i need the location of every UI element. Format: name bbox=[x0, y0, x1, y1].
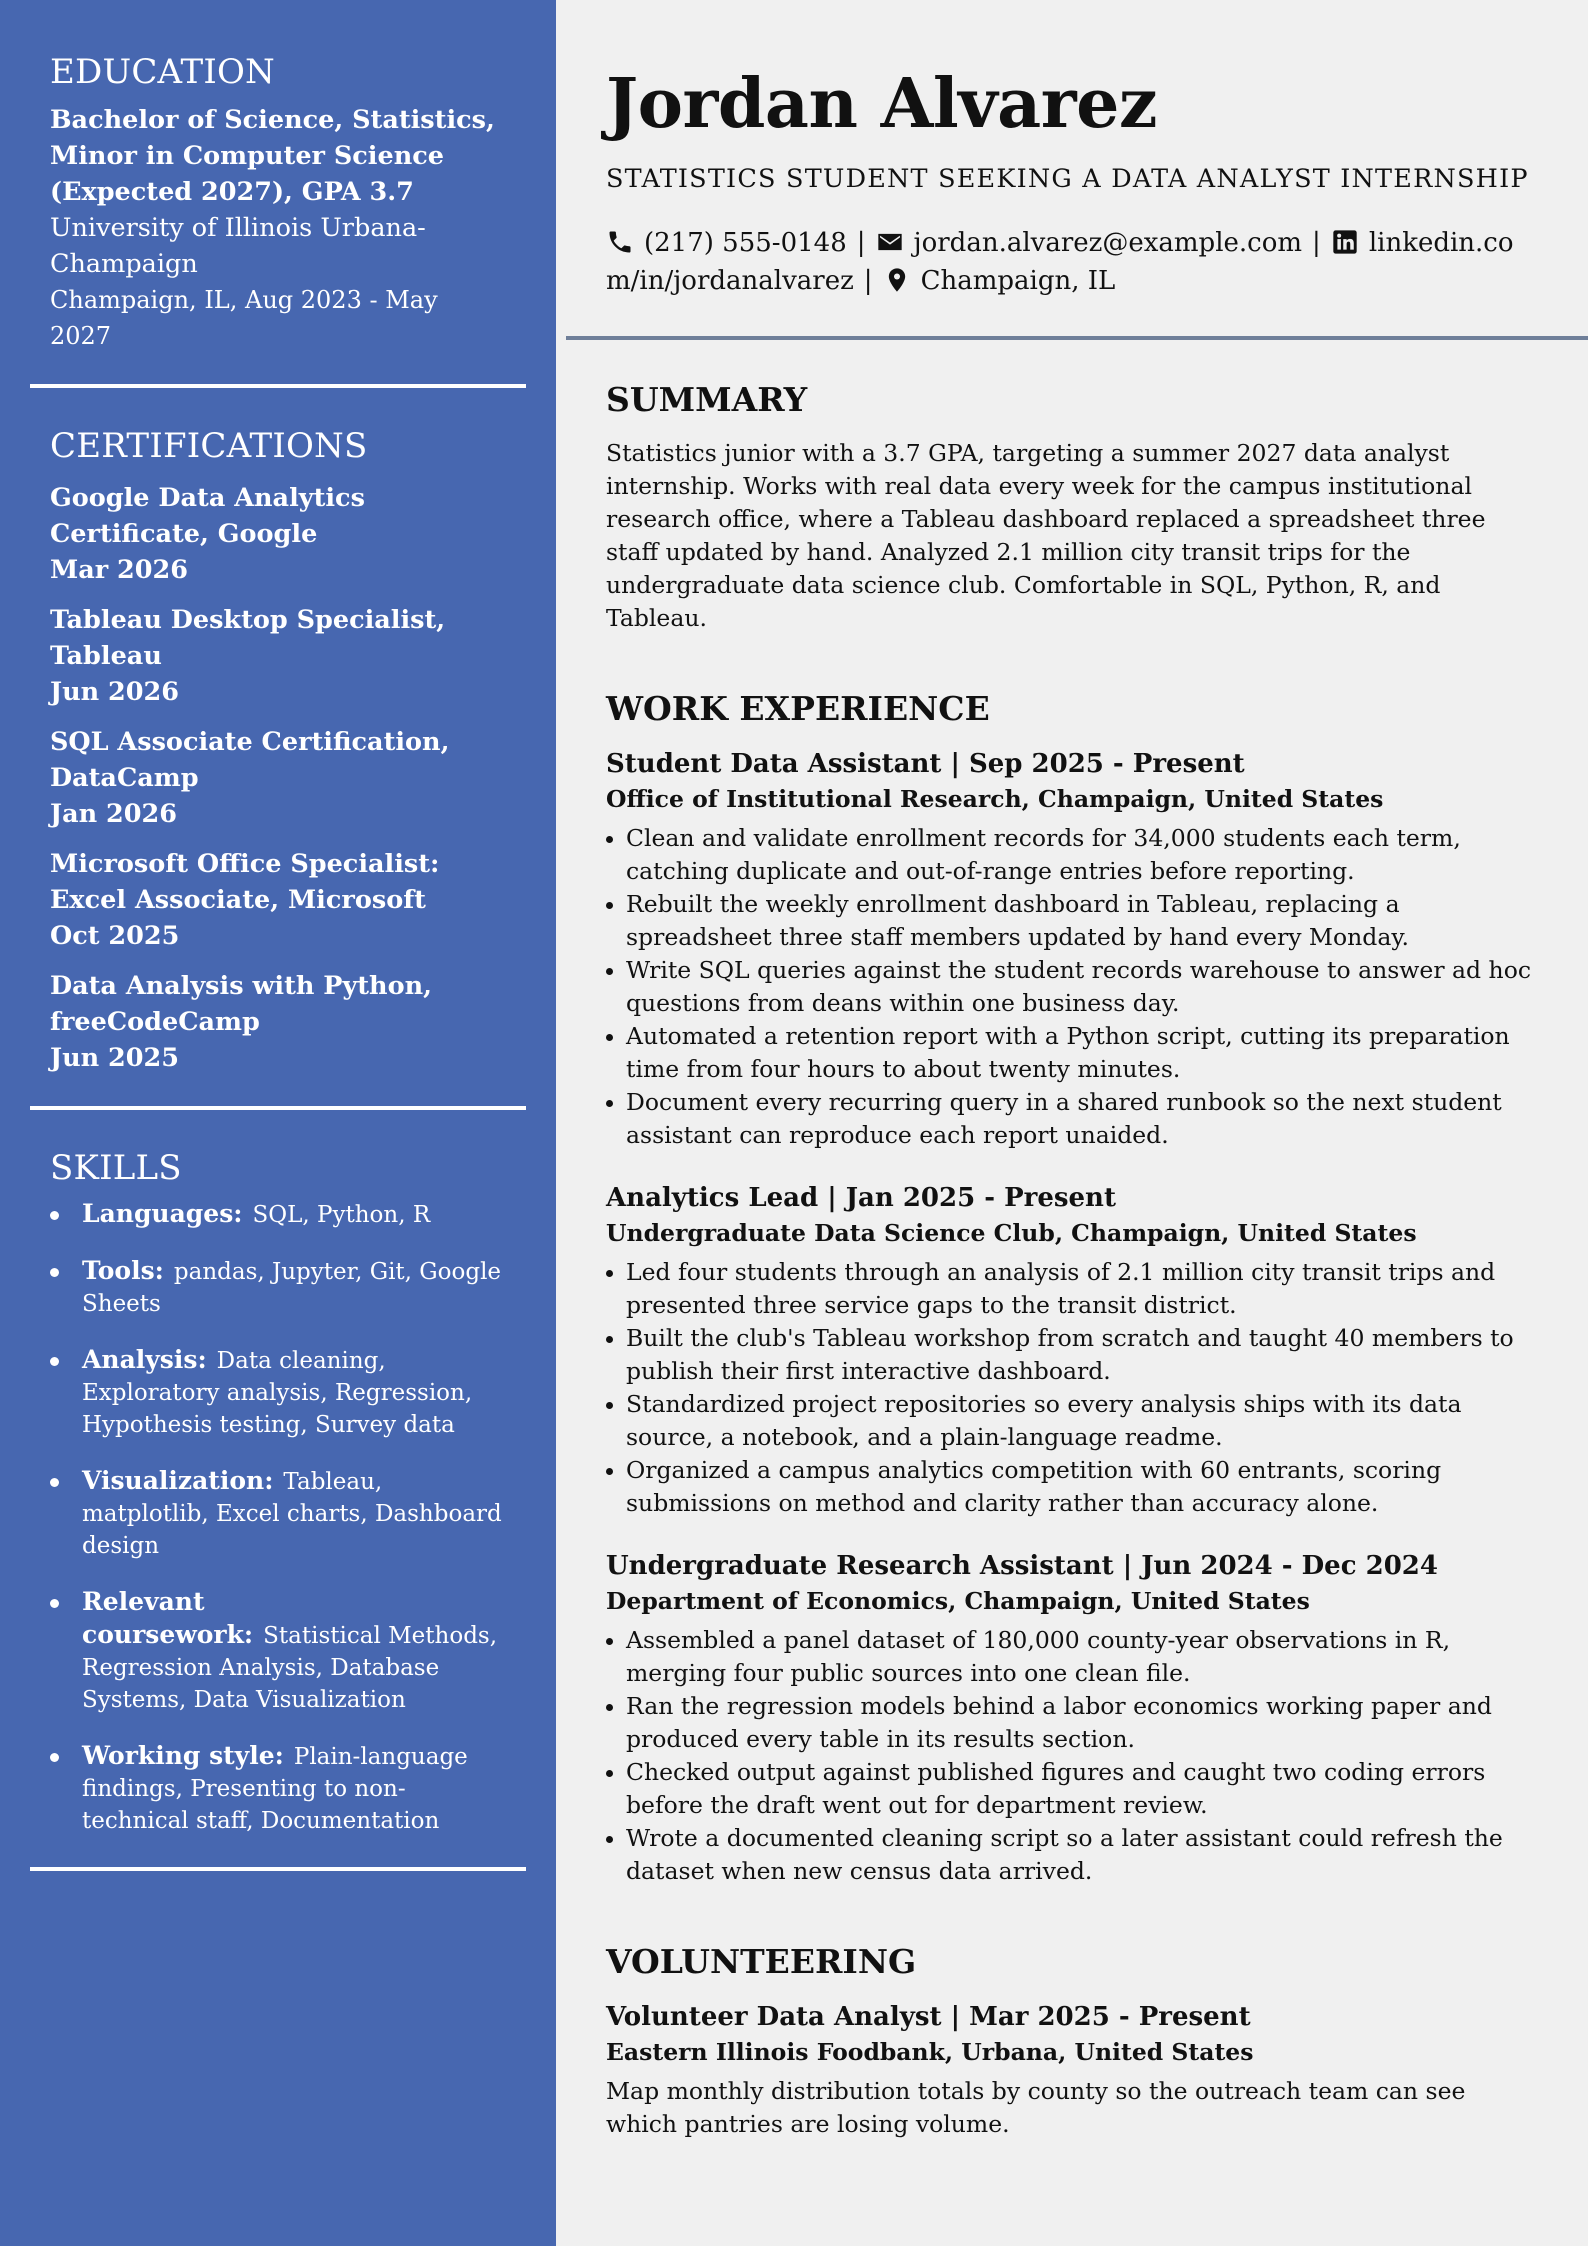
certification-date: Jun 2026 bbox=[50, 677, 179, 707]
job-bullet: Write SQL queries against the student records warehouse to answer ad hoc questions from deans within one business day. bbox=[606, 954, 1538, 1020]
linkedin-icon bbox=[1331, 228, 1359, 256]
header bbox=[586, 62, 1558, 300]
education-degree: Bachelor of Science, Statistics, Minor in Computer Science (Expected 2027), GPA 3.7 bbox=[50, 105, 495, 207]
job-bullet: Built the club's Tableau workshop from scratch and taught 40 members to publish their first interactive dashboard. bbox=[606, 1322, 1538, 1388]
certification-name: Microsoft Office Specialist: Excel Associate, Microsoft bbox=[50, 849, 440, 915]
certification-name: Data Analysis with Python, freeCodeCamp bbox=[50, 971, 433, 1037]
job-bullet: Rebuilt the weekly enrollment dashboard in Tableau, replacing a spreadsheet three staff members updated by hand every Monday. bbox=[606, 888, 1538, 954]
job-title: Student Data Assistant | Sep 2025 - Present bbox=[606, 749, 1245, 779]
summary-heading: SUMMARY bbox=[606, 380, 808, 419]
sidebar bbox=[0, 0, 556, 2246]
volunteer-description: Map monthly distribution totals by county so the outreach team can see which pantries are losing volume. bbox=[606, 2077, 1466, 2138]
job-bullet: Standardized project repositories so every analysis ships with its data source, a notebook, and a plain-language readme. bbox=[606, 1388, 1538, 1454]
job-bullet: Automated a retention report with a Python script, cutting its preparation time from four hours to about twenty minutes. bbox=[606, 1020, 1538, 1086]
contact-separator: | bbox=[863, 266, 873, 296]
job-bullets bbox=[606, 1624, 1538, 1888]
candidate-name: Jordan Alvarez bbox=[606, 64, 1157, 144]
contact-email[interactable]: jordan.alvarez@example.com bbox=[913, 228, 1303, 258]
header-divider bbox=[566, 336, 1588, 340]
skill-value: pandas, Jupyter, Git, Google Sheets bbox=[82, 1259, 502, 1317]
certification-name: Tableau Desktop Specialist, Tableau bbox=[50, 605, 446, 671]
sidebar-divider bbox=[30, 1867, 526, 1871]
email-icon bbox=[876, 228, 904, 256]
job-bullet: Organized a campus analytics competition with 60 entrants, scoring submissions on method and clarity rather than accuracy alone. bbox=[606, 1454, 1538, 1520]
skills-list bbox=[50, 1198, 506, 1837]
certification-date: Jan 2026 bbox=[50, 799, 177, 829]
certification-date: Mar 2026 bbox=[50, 555, 189, 585]
job-organization: Undergraduate Data Science Club, Champaign, United States bbox=[606, 1219, 1417, 1247]
sidebar-divider bbox=[30, 1106, 526, 1110]
volunteering-section bbox=[606, 1942, 1538, 2141]
certifications-heading: CERTIFICATIONS bbox=[50, 426, 368, 466]
job-entry bbox=[606, 746, 1538, 1152]
contact-linkedin[interactable]: linkedin.com/in/jordanalvarez bbox=[606, 228, 1514, 296]
main-content bbox=[556, 0, 1588, 2246]
certification-item bbox=[50, 602, 506, 710]
skill-label: Analysis: bbox=[82, 1345, 207, 1374]
skill-value: Tableau, matplotlib, Excel charts, Dashboard design bbox=[82, 1469, 502, 1559]
certification-name: SQL Associate Certification, DataCamp bbox=[50, 727, 450, 793]
job-bullets bbox=[606, 822, 1538, 1152]
job-organization: Department of Economics, Champaign, United States bbox=[606, 1587, 1310, 1615]
certification-date: Oct 2025 bbox=[50, 921, 180, 951]
skills-section bbox=[30, 1148, 526, 1837]
summary-section bbox=[606, 380, 1538, 635]
skill-item bbox=[50, 1740, 506, 1837]
job-bullets bbox=[606, 1256, 1538, 1520]
contact-separator: | bbox=[1312, 228, 1321, 258]
skill-item bbox=[50, 1344, 506, 1441]
sidebar-divider bbox=[30, 384, 526, 388]
skill-item bbox=[50, 1255, 506, 1320]
job-bullet: Checked output against published figures and caught two coding errors before the draft went out for department review. bbox=[606, 1756, 1538, 1822]
volunteering-heading: VOLUNTEERING bbox=[606, 1942, 917, 1981]
contact-phone[interactable]: (217) 555-0148 bbox=[644, 228, 847, 258]
skill-item bbox=[50, 1198, 506, 1231]
body-sections bbox=[586, 380, 1558, 2141]
skill-value: Data cleaning, Exploratory analysis, Regression, Hypothesis testing, Survey data bbox=[82, 1348, 473, 1438]
phone-icon bbox=[606, 228, 634, 256]
certification-item bbox=[50, 846, 506, 954]
skill-label: Visualization: bbox=[82, 1466, 274, 1495]
job-title: Undergraduate Research Assistant | Jun 2024 - Dec 2024 bbox=[606, 1551, 1438, 1581]
job-bullet: Assembled a panel dataset of 180,000 county-year observations in R, merging four public sources into one clean file. bbox=[606, 1624, 1538, 1690]
volunteer-organization: Eastern Illinois Foodbank, Urbana, United States bbox=[606, 2038, 1254, 2066]
job-bullet: Wrote a documented cleaning script so a later assistant could refresh the dataset when new census data arrived. bbox=[606, 1822, 1538, 1888]
candidate-tagline: STATISTICS STUDENT SEEKING A DATA ANALYST INTERNSHIP bbox=[606, 164, 1529, 194]
skill-value: SQL, Python, R bbox=[252, 1202, 431, 1228]
experience-heading: WORK EXPERIENCE bbox=[606, 689, 990, 728]
job-entry bbox=[606, 1180, 1538, 1520]
job-entry bbox=[606, 1548, 1538, 1888]
education-school: University of Illinois Urbana-Champaign bbox=[50, 213, 426, 279]
skill-item bbox=[50, 1465, 506, 1562]
job-bullet: Clean and validate enrollment records for 34,000 students each term, catching duplicate and out-of-range entries before reporting. bbox=[606, 822, 1538, 888]
education-section bbox=[30, 52, 526, 354]
job-title: Analytics Lead | Jan 2025 - Present bbox=[606, 1183, 1116, 1213]
education-location-dates: Champaign, IL, Aug 2023 - May 2027 bbox=[50, 286, 438, 350]
contact-separator: | bbox=[856, 228, 866, 258]
skill-value: Statistical Methods, Regression Analysis, Database Systems, Data Visualization bbox=[82, 1623, 498, 1713]
contact-line bbox=[606, 224, 1538, 300]
skills-heading: SKILLS bbox=[50, 1148, 182, 1188]
skill-label: Tools: bbox=[82, 1256, 164, 1285]
job-organization: Office of Institutional Research, Champaign, United States bbox=[606, 785, 1384, 813]
skill-label: Relevant coursework: bbox=[82, 1587, 254, 1649]
contact-location: Champaign, IL bbox=[920, 266, 1116, 296]
certification-item bbox=[50, 480, 506, 588]
skill-label: Working style: bbox=[82, 1741, 284, 1770]
experience-section bbox=[606, 689, 1538, 1888]
summary-text: Statistics junior with a 3.7 GPA, targeting a summer 2027 data analyst internship. Works with real data every week for the campus institutional research office, where a Tableau dashboard replaced a spreadsheet three staff updated by hand. Analyzed 2.1 million city transit trips for the undergraduate data science club. Comfortable in SQL, Python, R, and Tableau. bbox=[606, 439, 1486, 632]
education-heading: EDUCATION bbox=[50, 52, 275, 92]
skill-value: Plain-language findings, Presenting to non-technical staff, Documentation bbox=[82, 1744, 468, 1834]
job-bullet: Led four students through an analysis of 2.1 million city transit trips and presented three service gaps to the transit district. bbox=[606, 1256, 1538, 1322]
skill-item bbox=[50, 1586, 506, 1716]
volunteer-title: Volunteer Data Analyst | Mar 2025 - Present bbox=[606, 2002, 1251, 2032]
certifications-section bbox=[30, 426, 526, 1076]
skill-label: Languages: bbox=[82, 1199, 243, 1228]
location-pin-icon bbox=[883, 266, 911, 294]
certification-item bbox=[50, 968, 506, 1076]
certification-date: Jun 2025 bbox=[50, 1043, 179, 1073]
job-bullet: Document every recurring query in a shared runbook so the next student assistant can reproduce each report unaided. bbox=[606, 1086, 1538, 1152]
certification-name: Google Data Analytics Certificate, Google bbox=[50, 483, 365, 549]
job-bullet: Ran the regression models behind a labor economics working paper and produced every table in its results section. bbox=[606, 1690, 1538, 1756]
certification-item bbox=[50, 724, 506, 832]
